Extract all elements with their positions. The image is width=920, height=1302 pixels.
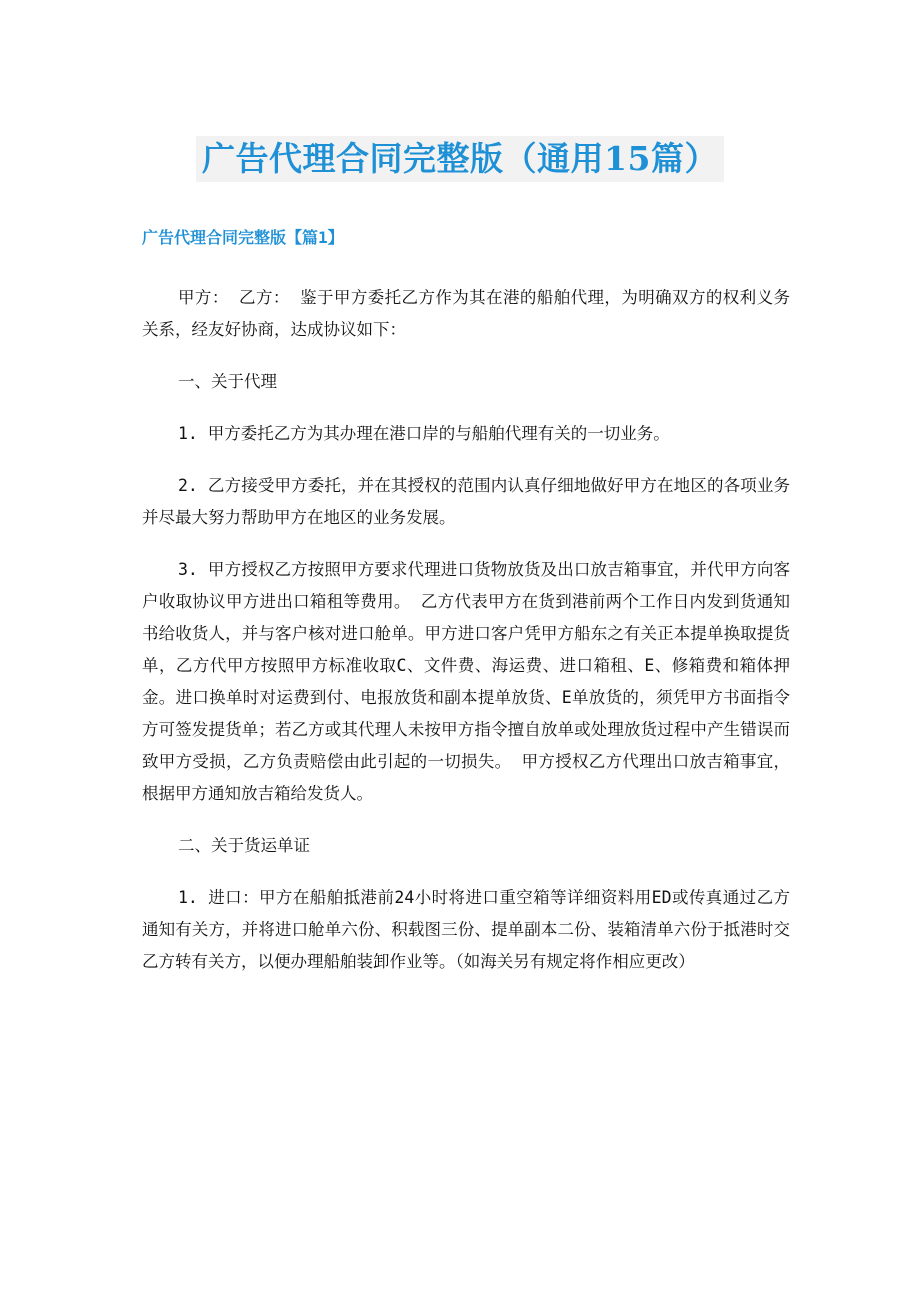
paragraph-clause-2: 2. 乙方接受甲方委托，并在其授权的范围内认真仔细地做好甲方在地区的各项业务并尽最大努力帮助甲方在地区的业务发展。	[142, 476, 790, 527]
paragraph-intro: 甲方： 乙方： 鉴于甲方委托乙方作为其在港的船舶代理，为明确双方的权利义务关系，经友好协商，达成协议如下：	[142, 288, 790, 339]
document-body	[142, 282, 790, 998]
paragraph-heading-agency: 一、关于代理	[178, 372, 277, 391]
paragraph-clause-3: 3. 甲方授权乙方按照甲方要求代理进口货物放货及出口放吉箱事宜，并代甲方向客户收取协议甲方进出口箱租等费用。 乙方代表甲方在货到港前两个工作日内发到货通知书给收货人，并与客户核对进口舱单。甲方进口客户凭甲方船东之有关正本提单换取提货单，乙方代甲方按照甲方标准收取C、文件费、海运费、进口箱租、E、修箱费和箱体押金。进口换单时对运费到付、电报放货和副本提单放货、E单放货的，须凭甲方书面指令方可签发提货单；若乙方或其代理人未按甲方指令擅自放单或处理放货过程中产生错误而致甲方受损，乙方负责赔偿由此引起的一切损失。 甲方授权乙方代理出口放吉箱事宜，根据甲方通知放吉箱给发货人。	[142, 560, 790, 803]
paragraph-import: 1. 进口：甲方在船舶抵港前24小时将进口重空箱等详细资料用ED或传真通过乙方通知有关方，并将进口舱单六份、积载图三份、提单副本二份、装箱清单六份于抵港时交乙方转有关方，以便办理船舶装卸作业等。（如海关另有规定将作相应更改）	[142, 888, 790, 971]
paragraph-clause-1: 1. 甲方委托乙方为其办理在港口岸的与船舶代理有关的一切业务。	[178, 424, 670, 443]
section-heading: 广告代理合同完整版【篇1】	[142, 228, 344, 247]
title-container	[0, 136, 920, 182]
paragraph-heading-documents: 二、关于货运单证	[178, 836, 310, 855]
document-title: 广告代理合同完整版（通用15篇）	[196, 136, 724, 182]
